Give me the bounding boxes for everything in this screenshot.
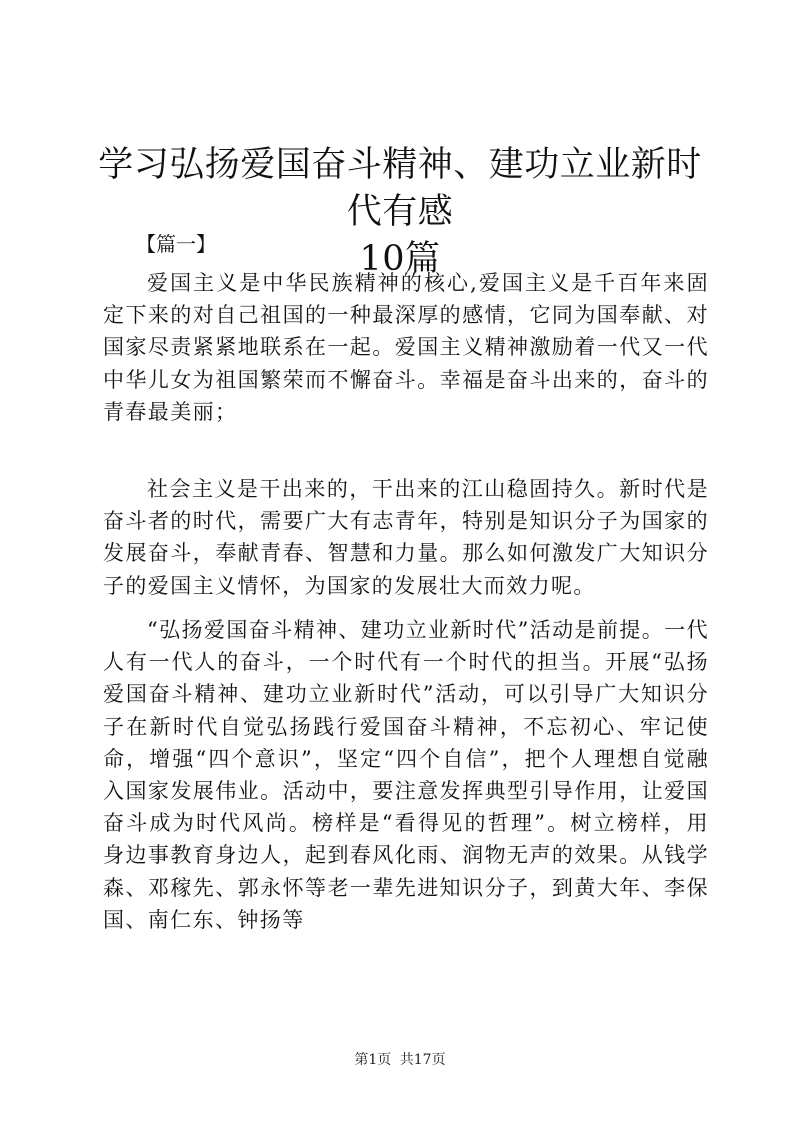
page-total: 共17页 bbox=[399, 1052, 446, 1068]
document-title bbox=[90, 142, 710, 283]
paragraph-3: “弘扬爱国奋斗精神、建功立业新时代”活动是前提。一代人有一代人的奋斗，一个时代有一个时代的担当。开展“弘扬爱国奋斗精神、建功立业新时代”活动，可以引导广大知识分子在新时代自觉弘扬践行爱国奋斗精神，不忘初心、牢记使命，增强“四个意识”，坚定“四个自信”，把个人理想自觉融入国家发展伟业。活动中，要注意发挥典型引导作用，让爱国奋斗成为时代风尚。榜样是“看得见的哲理”。树立榜样，用身边事教育身边人，起到春风化雨、润物无声的效果。从钱学森、邓稼先、郭永怀等老一辈先进知识分子，到黄大年、李保国、南仁东、钟扬等 bbox=[103, 618, 709, 932]
page-footer bbox=[0, 1050, 800, 1070]
page-number: 第1页 bbox=[354, 1052, 392, 1068]
paragraph-2: 社会主义是干出来的，干出来的江山稳固持久。新时代是奋斗者的时代，需要广大有志青年，特别是知识分子为国家的发展奋斗，奉献青春、智慧和力量。那么如何激发广大知识分子的爱国主义情怀，为国家的发展壮大而效力呢。 bbox=[103, 477, 709, 598]
paragraph-1: 爱国主义是中华民族精神的核心,爱国主义是千百年来固定下来的对自己祖国的一种最深厚的感情，它同为国奉献、对国家尽责紧紧地联系在一起。爱国主义精神激励着一代又一代中华儿女为祖国繁荣而不懈奋斗。幸福是奋斗出来的，奋斗的青春最美丽； bbox=[103, 271, 709, 424]
title-line-1: 学习弘扬爱国奋斗精神、建功立业新时代有感 bbox=[98, 145, 702, 232]
title-line-2: 10篇 bbox=[359, 239, 441, 279]
section-label: 【篇一】 bbox=[136, 232, 216, 256]
